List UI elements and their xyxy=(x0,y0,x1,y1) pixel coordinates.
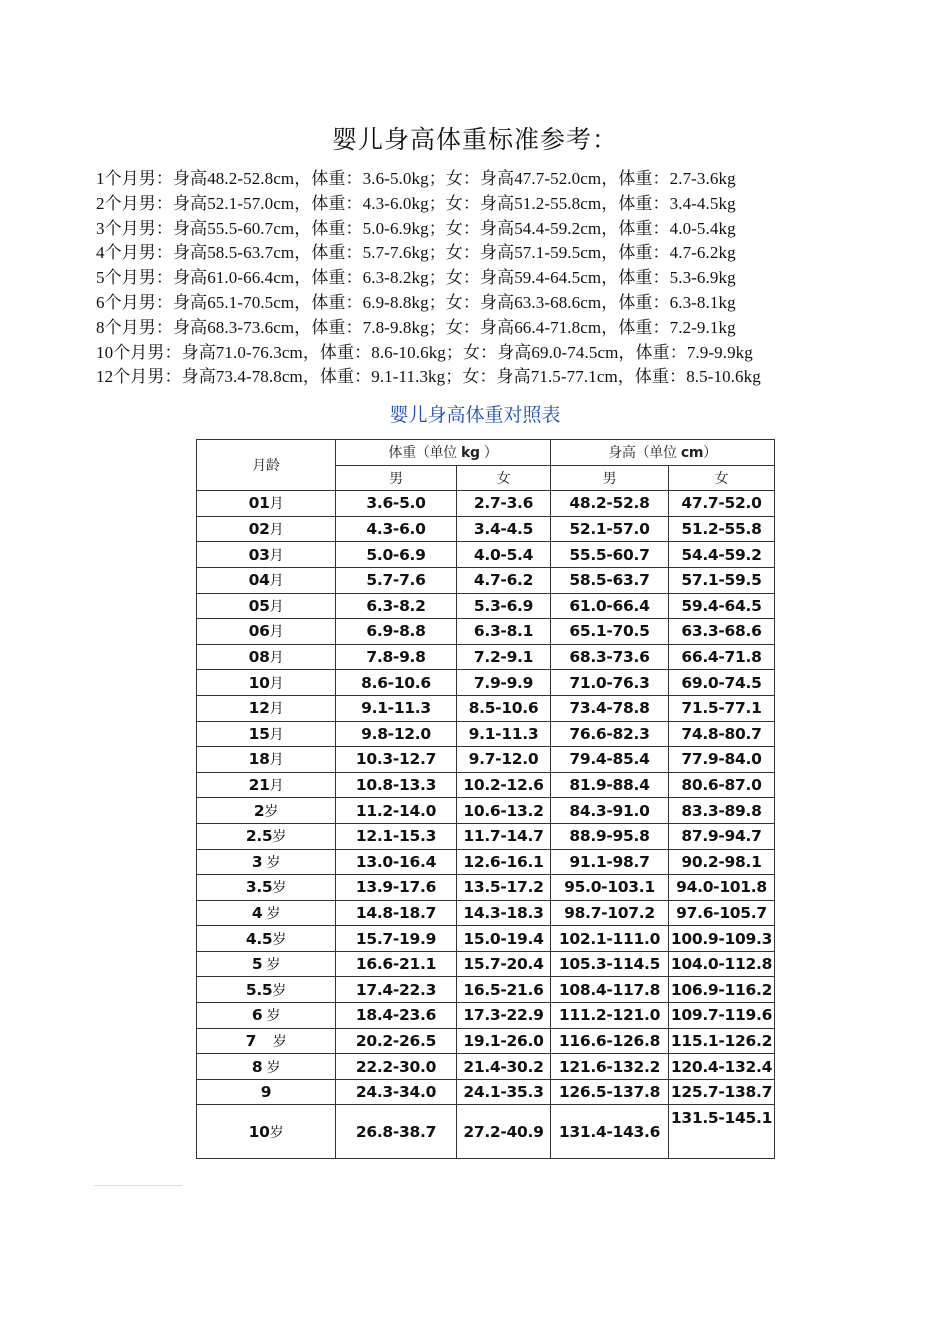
age-cell: 3.5岁 xyxy=(197,875,336,901)
weight-female-cell: 6.3-8.1 xyxy=(457,619,551,645)
height-female-cell: 66.4-71.8 xyxy=(669,644,775,670)
weight-male-cell: 14.8-18.7 xyxy=(336,900,457,926)
weight-male-cell: 5.0-6.9 xyxy=(336,542,457,568)
weight-female-cell: 9.1-11.3 xyxy=(457,721,551,747)
height-male-cell: 81.9-88.4 xyxy=(551,772,669,798)
age-header: 月龄 xyxy=(197,440,336,491)
weight-male-cell: 13.9-17.6 xyxy=(336,875,457,901)
height-female-cell: 71.5-77.1 xyxy=(669,695,775,721)
table-row xyxy=(197,1105,775,1159)
height-male-cell: 131.4-143.6 xyxy=(551,1105,669,1159)
table-row xyxy=(197,542,775,568)
weight-male-cell: 8.6-10.6 xyxy=(336,670,457,696)
height-female-cell: 59.4-64.5 xyxy=(669,593,775,619)
weight-female-header: 女 xyxy=(457,465,551,491)
table-row xyxy=(197,849,775,875)
age-cell: 12月 xyxy=(197,695,336,721)
age-cell: 2.5岁 xyxy=(197,823,336,849)
weight-male-cell: 6.3-8.2 xyxy=(336,593,457,619)
height-female-cell: 83.3-89.8 xyxy=(669,798,775,824)
age-cell: 15月 xyxy=(197,721,336,747)
height-male-cell: 102.1-111.0 xyxy=(551,926,669,952)
age-cell: 5 岁 xyxy=(197,951,336,977)
weight-female-cell: 27.2-40.9 xyxy=(457,1105,551,1159)
weight-male-cell: 6.9-8.8 xyxy=(336,619,457,645)
height-female-cell: 120.4-132.4 xyxy=(669,1054,775,1080)
height-male-cell: 121.6-132.2 xyxy=(551,1054,669,1080)
reference-list xyxy=(96,167,871,390)
height-male-cell: 76.6-82.3 xyxy=(551,721,669,747)
age-cell: 21月 xyxy=(197,772,336,798)
weight-female-cell: 7.2-9.1 xyxy=(457,644,551,670)
table-row xyxy=(197,747,775,773)
table-row xyxy=(197,619,775,645)
reference-line: 4个月男：身高58.5-63.7cm，体重：5.7-7.6kg；女：身高57.1-59.5cm，体重：4.7-6.2kg xyxy=(96,243,736,263)
height-male-cell: 68.3-73.6 xyxy=(551,644,669,670)
age-cell: 6 岁 xyxy=(197,1003,336,1029)
weight-female-cell: 10.2-12.6 xyxy=(457,772,551,798)
reference-line: 3个月男：身高55.5-60.7cm，体重：5.0-6.9kg；女：身高54.4-59.2cm，体重：4.0-5.4kg xyxy=(96,218,736,238)
height-male-cell: 111.2-121.0 xyxy=(551,1003,669,1029)
reference-line: 1个月男：身高48.2-52.8cm，体重：3.6-5.0kg；女：身高47.7-52.0cm，体重：2.7-3.6kg xyxy=(96,169,736,188)
weight-female-cell: 8.5-10.6 xyxy=(457,695,551,721)
weight-female-cell: 15.7-20.4 xyxy=(457,951,551,977)
height-female-cell: 115.1-126.2 xyxy=(669,1028,775,1054)
age-cell: 18月 xyxy=(197,747,336,773)
table-row xyxy=(197,823,775,849)
table-row xyxy=(197,721,775,747)
height-male-cell: 71.0-76.3 xyxy=(551,670,669,696)
table-row xyxy=(197,977,775,1003)
weight-female-cell: 16.5-21.6 xyxy=(457,977,551,1003)
height-female-cell: 54.4-59.2 xyxy=(669,542,775,568)
height-female-header: 女 xyxy=(669,465,775,491)
table-row xyxy=(197,644,775,670)
age-cell: 10月 xyxy=(197,670,336,696)
table-title: 婴儿身高体重对照表 xyxy=(389,404,561,426)
age-cell: 03月 xyxy=(197,542,336,568)
height-female-cell: 87.9-94.7 xyxy=(669,823,775,849)
table-body xyxy=(197,491,775,1159)
age-cell: 10岁 xyxy=(197,1105,336,1159)
reference-line: 8个月男：身高68.3-73.6cm，体重：7.8-9.8kg；女：身高66.4-71.8cm，体重：7.2-9.1kg xyxy=(96,317,736,337)
height-male-cell: 116.6-126.8 xyxy=(551,1028,669,1054)
weight-female-cell: 12.6-16.1 xyxy=(457,849,551,875)
weight-female-cell: 24.1-35.3 xyxy=(457,1079,551,1105)
weight-female-cell: 7.9-9.9 xyxy=(457,670,551,696)
table-row xyxy=(197,1003,775,1029)
reference-line: 2个月男：身高52.1-57.0cm，体重：4.3-6.0kg；女：身高51.2-55.8cm，体重：3.4-4.5kg xyxy=(96,193,736,213)
height-male-cell: 52.1-57.0 xyxy=(551,516,669,542)
table-row xyxy=(197,951,775,977)
age-cell: 04月 xyxy=(197,567,336,593)
table-row xyxy=(197,567,775,593)
weight-male-cell: 9.8-12.0 xyxy=(336,721,457,747)
weight-female-cell: 2.7-3.6 xyxy=(457,491,551,517)
weight-female-cell: 14.3-18.3 xyxy=(457,900,551,926)
height-male-cell: 84.3-91.0 xyxy=(551,798,669,824)
age-cell: 08月 xyxy=(197,644,336,670)
age-cell: 3 岁 xyxy=(197,849,336,875)
height-male-cell: 48.2-52.8 xyxy=(551,491,669,517)
height-male-header: 男 xyxy=(551,465,669,491)
weight-female-cell: 11.7-14.7 xyxy=(457,823,551,849)
weight-male-cell: 11.2-14.0 xyxy=(336,798,457,824)
height-female-cell: 74.8-80.7 xyxy=(669,721,775,747)
height-female-cell: 80.6-87.0 xyxy=(669,772,775,798)
height-male-cell: 88.9-95.8 xyxy=(551,823,669,849)
table-row xyxy=(197,900,775,926)
height-male-cell: 108.4-117.8 xyxy=(551,977,669,1003)
height-female-cell: 77.9-84.0 xyxy=(669,747,775,773)
age-cell: 06月 xyxy=(197,619,336,645)
weight-male-header: 男 xyxy=(336,465,457,491)
age-cell: 4.5岁 xyxy=(197,926,336,952)
footer-divider xyxy=(94,1185,182,1186)
weight-male-cell: 4.3-6.0 xyxy=(336,516,457,542)
weight-female-cell: 10.6-13.2 xyxy=(457,798,551,824)
height-weight-table xyxy=(196,439,775,1159)
height-female-cell: 97.6-105.7 xyxy=(669,900,775,926)
weight-female-cell: 5.3-6.9 xyxy=(457,593,551,619)
weight-male-cell: 24.3-34.0 xyxy=(336,1079,457,1105)
age-cell: 02月 xyxy=(197,516,336,542)
reference-line: 5个月男：身高61.0-66.4cm，体重：6.3-8.2kg；女：身高59.4-64.5cm，体重：5.3-6.9kg xyxy=(96,268,736,288)
height-female-cell: 51.2-55.8 xyxy=(669,516,775,542)
weight-header: 体重（单位 kg ） xyxy=(336,440,551,466)
age-cell: 4 岁 xyxy=(197,900,336,926)
height-male-cell: 73.4-78.8 xyxy=(551,695,669,721)
table-row xyxy=(197,798,775,824)
table-row xyxy=(197,1054,775,1080)
height-female-cell: 125.7-138.7 xyxy=(669,1079,775,1105)
weight-male-cell: 12.1-15.3 xyxy=(336,823,457,849)
weight-female-cell: 9.7-12.0 xyxy=(457,747,551,773)
height-female-cell: 63.3-68.6 xyxy=(669,619,775,645)
weight-male-cell: 3.6-5.0 xyxy=(336,491,457,517)
height-male-cell: 79.4-85.4 xyxy=(551,747,669,773)
reference-line: 12个月男：身高73.4-78.8cm，体重：9.1-11.3kg；女：身高71.5-77.1cm，体重：8.5-10.6kg xyxy=(96,367,761,387)
weight-male-cell: 18.4-23.6 xyxy=(336,1003,457,1029)
height-male-cell: 91.1-98.7 xyxy=(551,849,669,875)
height-female-cell: 109.7-119.6 xyxy=(669,1003,775,1029)
height-male-cell: 126.5-137.8 xyxy=(551,1079,669,1105)
weight-male-cell: 10.8-13.3 xyxy=(336,772,457,798)
weight-male-cell: 22.2-30.0 xyxy=(336,1054,457,1080)
height-male-cell: 61.0-66.4 xyxy=(551,593,669,619)
reference-line: 10个月男：身高71.0-76.3cm，体重：8.6-10.6kg；女：身高69.0-74.5cm，体重：7.9-9.9kg xyxy=(96,342,753,362)
weight-male-cell: 9.1-11.3 xyxy=(336,695,457,721)
age-cell: 7 岁 xyxy=(197,1028,336,1054)
table-row xyxy=(197,593,775,619)
height-male-cell: 58.5-63.7 xyxy=(551,567,669,593)
age-cell: 05月 xyxy=(197,593,336,619)
weight-male-cell: 15.7-19.9 xyxy=(336,926,457,952)
table-row xyxy=(197,875,775,901)
height-male-cell: 65.1-70.5 xyxy=(551,619,669,645)
height-female-cell: 90.2-98.1 xyxy=(669,849,775,875)
weight-female-cell: 19.1-26.0 xyxy=(457,1028,551,1054)
weight-female-cell: 3.4-4.5 xyxy=(457,516,551,542)
table-row xyxy=(197,670,775,696)
weight-male-cell: 7.8-9.8 xyxy=(336,644,457,670)
weight-male-cell: 17.4-22.3 xyxy=(336,977,457,1003)
height-female-cell: 69.0-74.5 xyxy=(669,670,775,696)
table-row xyxy=(197,772,775,798)
height-female-cell: 100.9-109.3 xyxy=(669,926,775,952)
weight-male-cell: 20.2-26.5 xyxy=(336,1028,457,1054)
reference-line: 6个月男：身高65.1-70.5cm，体重：6.9-8.8kg；女：身高63.3-68.6cm，体重：6.3-8.1kg xyxy=(96,292,736,312)
page-title: 婴儿身高体重标准参考： xyxy=(331,125,618,154)
age-cell: 9 xyxy=(197,1079,336,1105)
header-row xyxy=(197,440,775,466)
height-female-cell: 57.1-59.5 xyxy=(669,567,775,593)
height-female-cell: 94.0-101.8 xyxy=(669,875,775,901)
height-female-cell: 106.9-116.2 xyxy=(669,977,775,1003)
height-female-cell: 131.5-145.1 xyxy=(669,1105,775,1159)
age-cell: 01月 xyxy=(197,491,336,517)
height-female-cell: 104.0-112.8 xyxy=(669,951,775,977)
height-female-cell: 47.7-52.0 xyxy=(669,491,775,517)
height-header: 身高（单位 cm） xyxy=(551,440,775,466)
table-row xyxy=(197,491,775,517)
height-male-cell: 55.5-60.7 xyxy=(551,542,669,568)
weight-male-cell: 10.3-12.7 xyxy=(336,747,457,773)
weight-female-cell: 15.0-19.4 xyxy=(457,926,551,952)
table-row xyxy=(197,695,775,721)
height-male-cell: 98.7-107.2 xyxy=(551,900,669,926)
age-cell: 2岁 xyxy=(197,798,336,824)
weight-male-cell: 5.7-7.6 xyxy=(336,567,457,593)
weight-male-cell: 16.6-21.1 xyxy=(336,951,457,977)
weight-male-cell: 13.0-16.4 xyxy=(336,849,457,875)
height-male-cell: 95.0-103.1 xyxy=(551,875,669,901)
weight-female-cell: 13.5-17.2 xyxy=(457,875,551,901)
age-cell: 5.5岁 xyxy=(197,977,336,1003)
weight-male-cell: 26.8-38.7 xyxy=(336,1105,457,1159)
height-male-cell: 105.3-114.5 xyxy=(551,951,669,977)
age-cell: 8 岁 xyxy=(197,1054,336,1080)
weight-female-cell: 4.7-6.2 xyxy=(457,567,551,593)
table-row xyxy=(197,926,775,952)
table-row xyxy=(197,516,775,542)
table-row xyxy=(197,1028,775,1054)
weight-female-cell: 4.0-5.4 xyxy=(457,542,551,568)
weight-female-cell: 17.3-22.9 xyxy=(457,1003,551,1029)
table-row xyxy=(197,1079,775,1105)
weight-female-cell: 21.4-30.2 xyxy=(457,1054,551,1080)
